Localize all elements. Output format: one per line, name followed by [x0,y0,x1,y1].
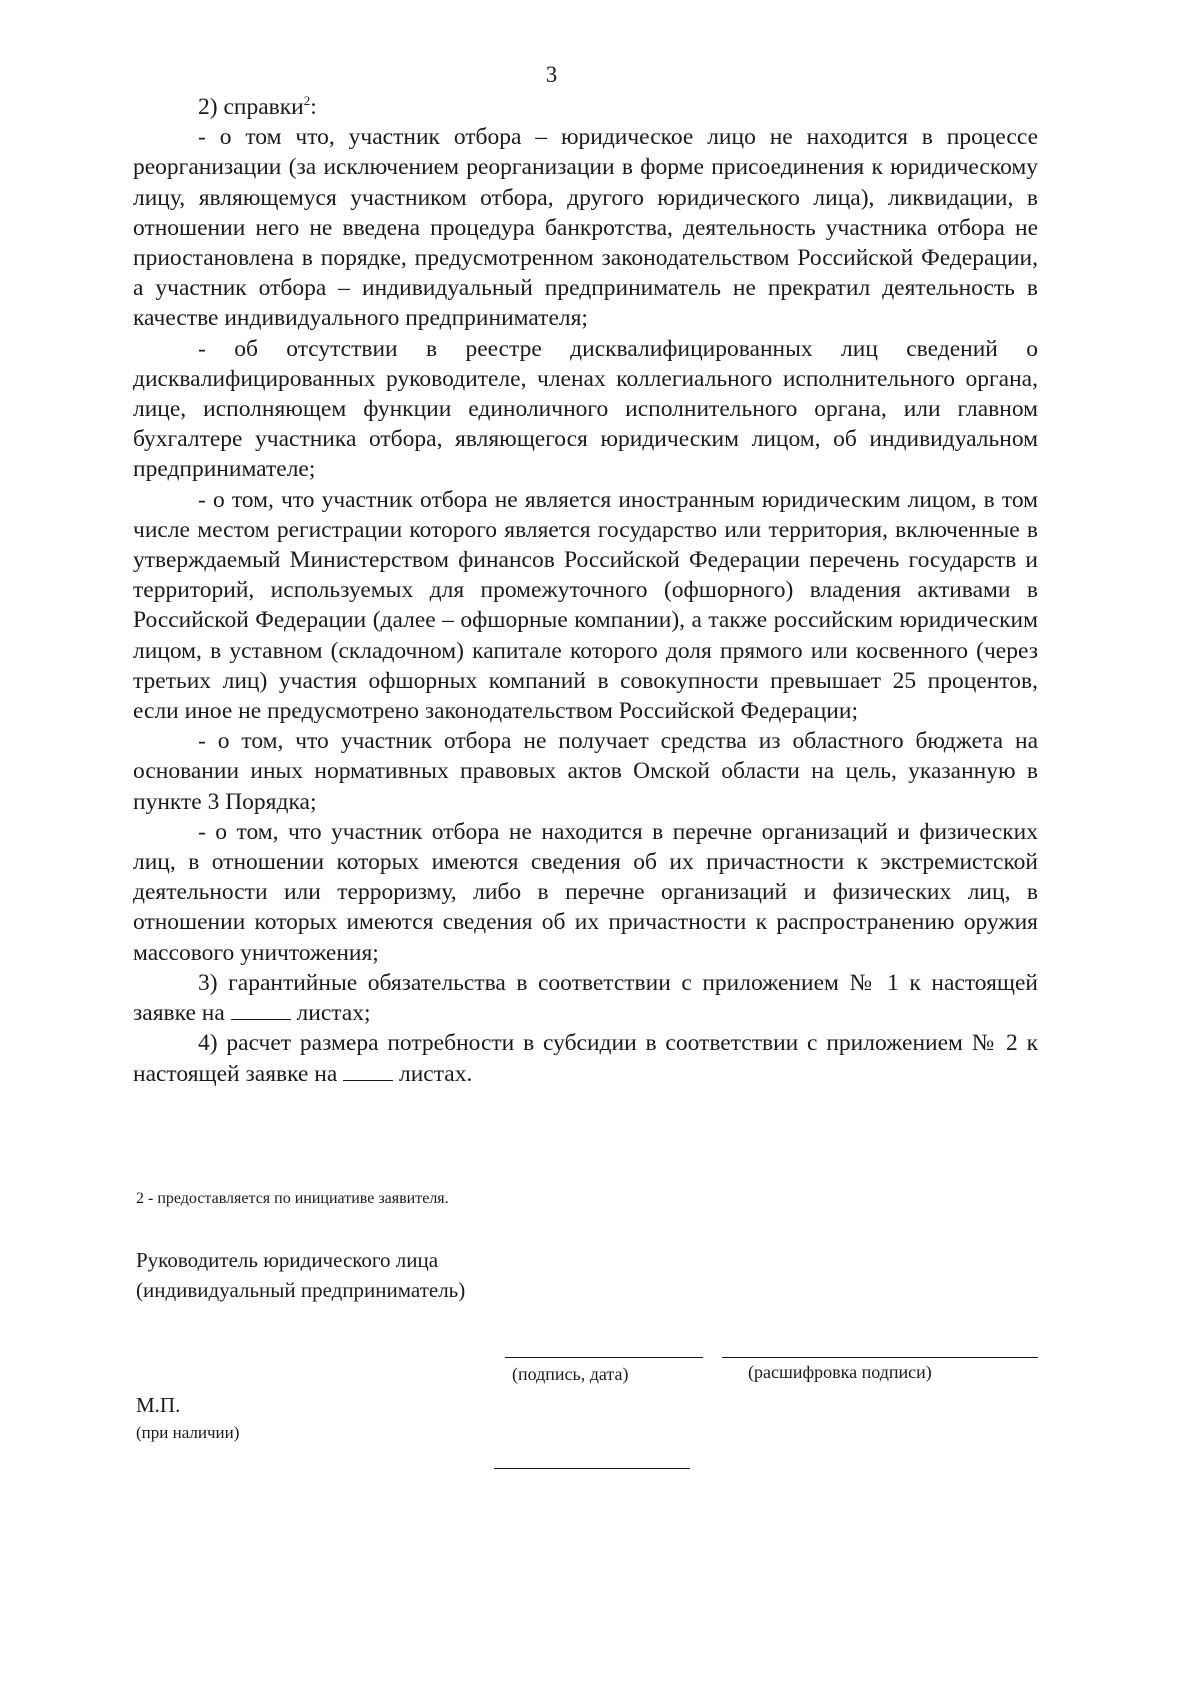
signature-line[interactable] [505,1357,703,1358]
page-number: 3 [545,62,558,87]
document-body [133,92,1038,1098]
item-subsidy-calculation: 4) расчет размера потребности в субсидии в соответствии с приложением № 2 к настоящей заявке на листах. [133,1030,1038,1087]
signer-title-line1: Руководитель юридического лица [136,1248,439,1272]
sheet-count-blank[interactable] [343,1062,393,1081]
section-heading: 2) справки$^2$: [198,93,317,120]
seal-note: (при наличии) [136,1423,240,1442]
date-line[interactable] [494,1468,690,1469]
item-guarantee-obligations: 3) гарантийные обязательства в соответствии с приложением № 1 к настоящей заявке на листах; [133,969,1038,1027]
footnote: 2 - предоставляется по инициативе заявителя. [136,1190,449,1207]
seal-label: М.П. [136,1393,181,1417]
signature-transcript-caption: (расшифровка подписи) [748,1362,932,1382]
certificate-item: - о том, что участник отбора не получает средства из областного бюджета на основании иных нормативных правовых актов Омской области на цель, указанную в пункте 3 Порядка; [133,728,1038,815]
footnote-reference: 2 [303,93,311,109]
signature-transcript-line[interactable] [722,1357,1038,1358]
certificate-item: - об отсутствии в реестре дисквалифицированных лиц сведений о дисквалифицированных руководителе, членах коллегиального исполнительного органа, лице, исполняющем функции единоличного исполнительного органа, или главном бухгалтере участника отбора, являющегося юридическим лицом, об индивидуальном предпринимателе; [133,335,1038,483]
signature-caption: (подпись, дата) [512,1364,629,1384]
signer-title-line2: (индивидуальный предприниматель) [136,1278,466,1302]
certificate-item: - о том, что участник отбора не находится в перечне организаций и физических лиц, в отношении которых имеются сведения об их причастности к экстремистской деятельности или терроризму, либо в перечне организаций и физических лиц, в отношении которых имеются сведения об их причастности к распространению оружия массового уничтожения; [133,818,1038,966]
signer-title [136,1245,465,1305]
certificate-item: - о том что, участник отбора – юридическое лицо не находится в процессе реорганизации (за исключением реорганизации в форме присоединения к юридическому лицу, являющемуся участником отбора, другого юридического лица), ликвидации, в отношении него не введена процедура банкротства, деятельность участника отбора не приостановлена в порядке, предусмотренном законодательством Российской Федерации, а участник отбора – индивидуальный предприниматель не прекратил деятельность в качестве индивидуального предпринимателя; [133,124,1038,332]
sheet-count-blank[interactable] [231,1001,291,1020]
certificate-item: - о том, что участник отбора не является иностранным юридическим лицом, в том числе местом регистрации которого является государство или территория, включенные в утверждаемый Министерством финансов Российской Федерации перечень государств и территорий, используемых для промежуточного (офшорного) владения активами в Российской Федерации (далее – офшорные компании), а также российским юридическим лицом, в уставном (складочном) капитале которого доля прямого или косвенного (через третьих лиц) участия офшорных компаний в совокупности превышает 25 процентов, если иное не предусмотрено законодательством Российской Федерации; [133,486,1038,725]
